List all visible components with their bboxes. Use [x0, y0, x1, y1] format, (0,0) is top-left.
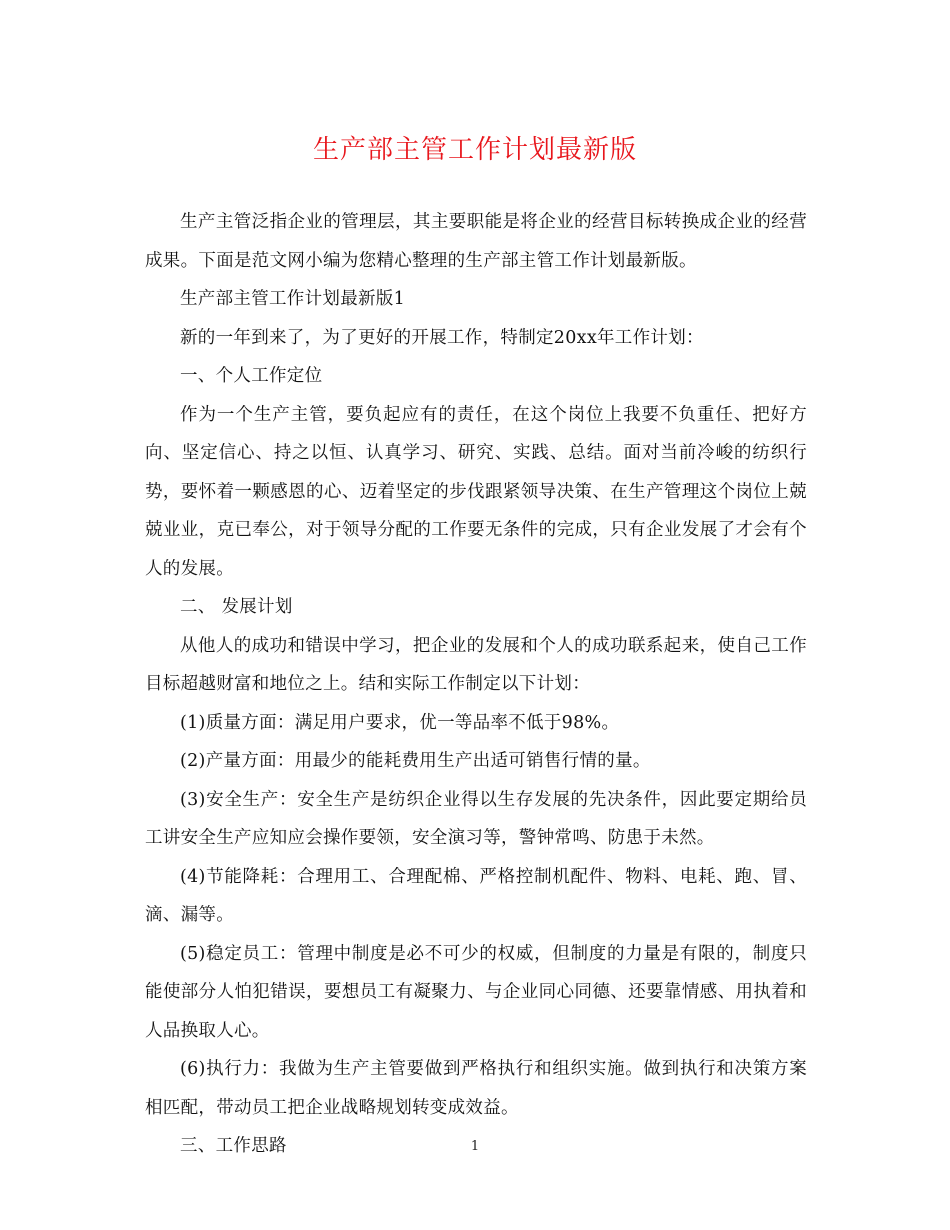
page-number: 1: [470, 1139, 480, 1154]
document-title: 生产部主管工作计划最新版: [312, 135, 637, 165]
document-body: [145, 203, 807, 1166]
development-paragraph: 从他人的成功和错误中学习，把企业的发展和个人的成功联系起来，使自己工作目标超越财富和地位之上。结和实际工作制定以下计划：: [145, 635, 807, 694]
plan-item-energy: (4)节能降耗：合理用工、合理配棉、严格控制机配件、物料、电耗、跑、冒、滴、漏等。: [145, 866, 807, 925]
section-heading-plan-1: 生产部主管工作计划最新版1: [180, 289, 406, 309]
plan-item-staff: (5)稳定员工：管理中制度是必不可少的权威，但制度的力量是有限的，制度只能使部分人怕犯错误，要想员工有凝聚力、与企业同心同德、还要靠情感、用执着和人品换取人心。: [145, 943, 807, 1041]
section-heading-positioning: 一、个人工作定位: [180, 366, 323, 386]
plan-item-quality: (1)质量方面：满足用户要求，优一等品率不低于98%。: [180, 712, 620, 733]
plan-item-execution: (6)执行力：我做为生产主管要做到严格执行和组织实施。做到执行和决策方案相匹配，带动员工把企业战略规划转变成效益。: [145, 1059, 807, 1118]
plan-item-output: (2)产量方面：用最少的能耗费用生产出适可销售行情的量。: [180, 751, 651, 771]
plan-item-safety: (3)安全生产：安全生产是纺织企业得以生存发展的先决条件，因此要定期给员工讲安全生产应知应会操作要领，安全演习等，警钟常鸣、防患于未然。: [145, 789, 807, 848]
section-heading-development: 二、 发展计划: [180, 597, 293, 617]
intro-paragraph: 生产主管泛指企业的管理层，其主要职能是将企业的经营目标转换成企业的经营成果。下面是范文网小编为您精心整理的生产部主管工作计划最新版。: [145, 212, 807, 271]
positioning-paragraph: 作为一个生产主管，要负起应有的责任，在这个岗位上我要不负重任、把好方向、坚定信心、持之以恒、认真学习、研究、实践、总结。面对当前冷峻的纺织行势，要怀着一颗感恩的心、迈着坚定的步伐跟紧领导决策、在生产管理这个岗位上兢兢业业，克已奉公，对于领导分配的工作要无条件的完成，只有企业发展了才会有个人的发展。: [145, 404, 807, 579]
section-heading-ideas: 三、工作思路: [180, 1136, 287, 1156]
opening-paragraph: 新的一年到来了，为了更好的开展工作，特制定20xx年工作计划：: [180, 327, 704, 348]
